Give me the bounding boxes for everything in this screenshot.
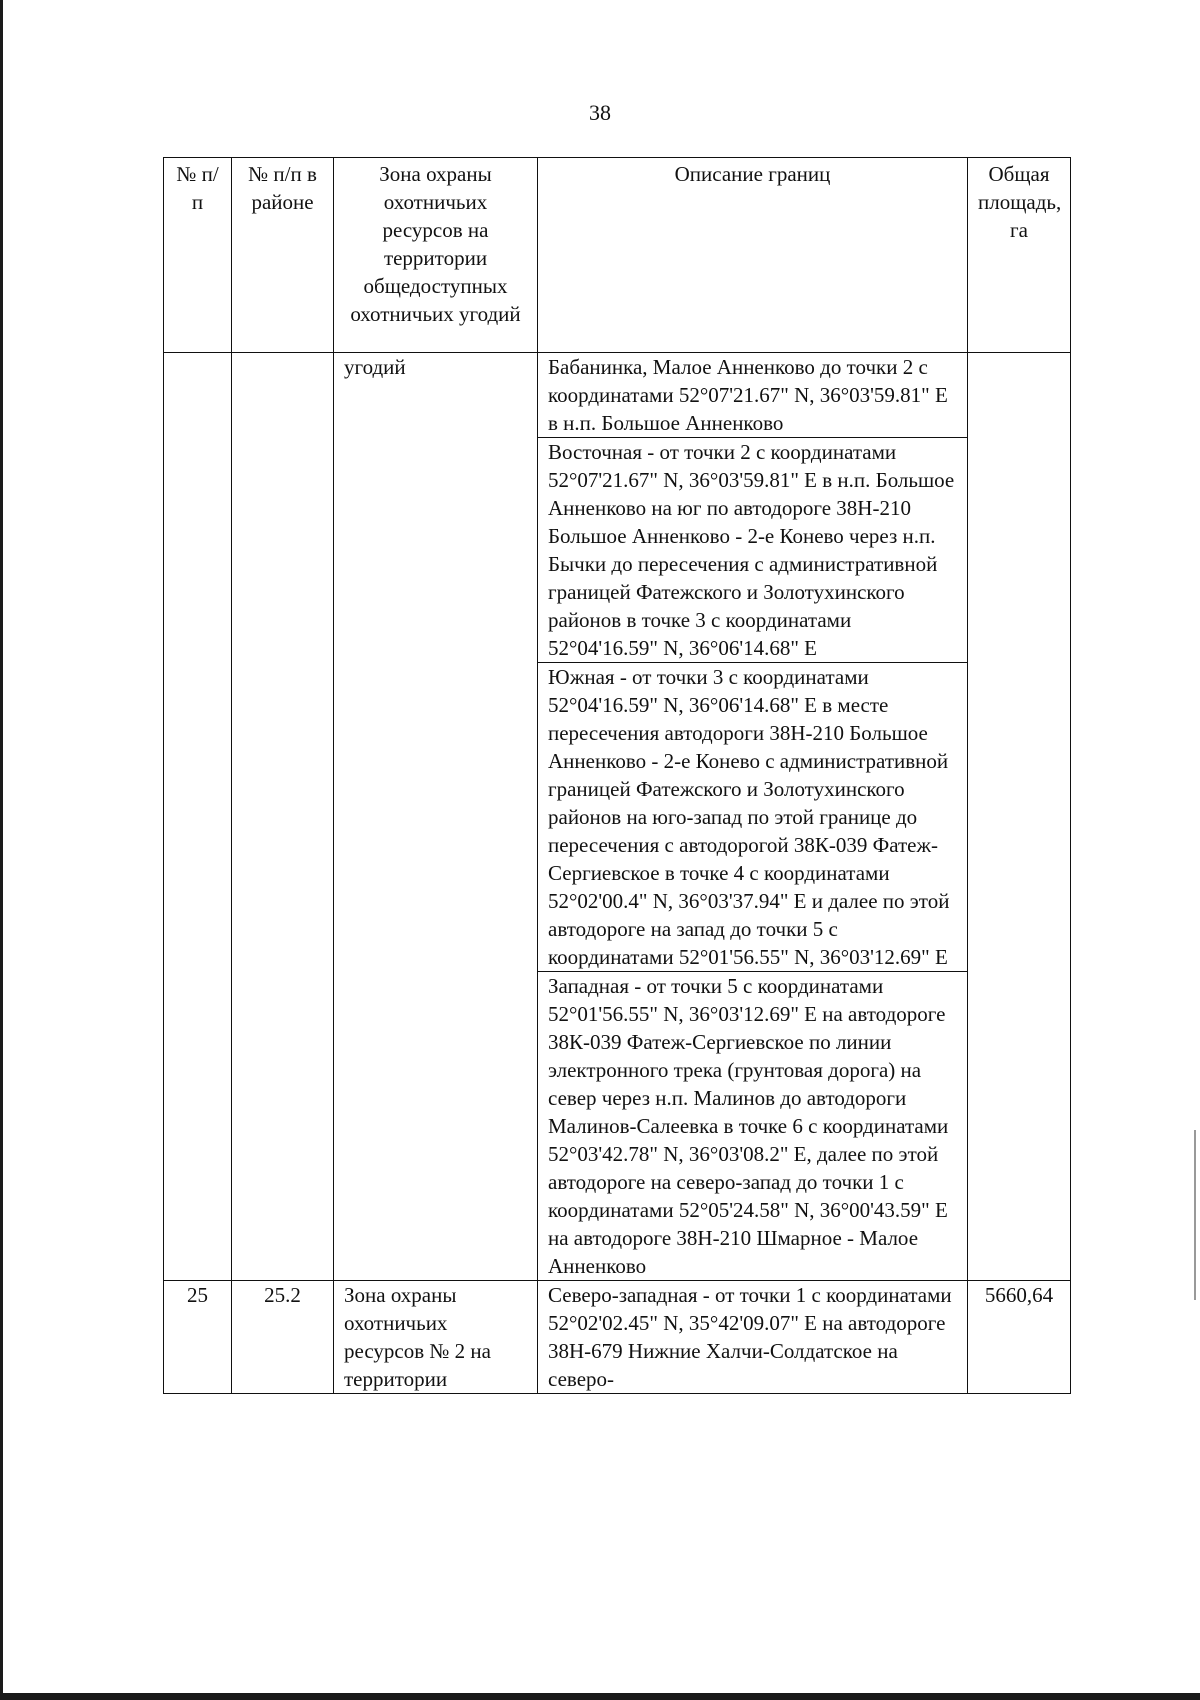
boundaries-table	[163, 157, 1071, 1394]
cell-zone: угодий	[334, 353, 538, 1281]
table-row	[164, 1281, 1071, 1394]
boundary-west: Западная - от точки 5 с координатами 52°01'56.55" N, 36°03'12.69" E на автодороге 38К-039 Фатеж-Сергиевское по линии электронного трека (грунтовая дорога) на север через н.п. Малинов до автодороги Малинов-Салеевка в точке 6 с координатами 52°03'42.78" N, 36°03'08.2" E, далее по этой автодороге на северо-запад до точки 1 с координатами 52°05'24.58" N, 36°00'43.59" E на автодороге 38Н-210 Шмарное - Малое Анненково	[548, 974, 949, 1278]
boundary-north-end: Бабанинка, Малое Анненково до точки 2 с координатами 52°07'21.67" N, 36°03'59.81" E в н.п. Большое Анненково	[538, 353, 967, 438]
cell-description	[538, 353, 968, 1281]
page-number: 38	[589, 100, 611, 125]
boundary-east: Восточная - от точки 2 с координатами 52°07'21.67" N, 36°03'59.81" E в н.п. Большое Анненково на юг по автодороге 38Н-210 Большое Анненково - 2-е Конево через н.п. Бычки до пересечения с административной границей Фатежского и Золотухинского районов в точке 3 с координатами 52°04'16.59" N, 36°06'14.68" E	[538, 438, 967, 663]
scan-edge	[0, 0, 3, 1700]
table-row	[164, 353, 1071, 1281]
scan-mark	[1194, 1130, 1196, 1300]
cell-description: Северо-западная - от точки 1 с координатами 52°02'02.45" N, 35°42'09.07" E на автодороге 38Н-679 Нижние Халчи-Солдатское на северо-	[538, 1281, 968, 1394]
header-number: № п/п	[164, 158, 232, 353]
boundary-south: Южная - от точки 3 с координатами 52°04'16.59" N, 36°06'14.68" E в месте пересечения автодороги 38Н-210 Большое Анненково - 2-е Конево с административной границей Фатежского и Золотухинского районов на юго-запад по этой границе до пересечения с автодорогой 38К-039 Фатеж-Сергиевское в точке 4 с координатами 52°02'00.4" N, 36°03'37.94" E и далее по этой автодороге на запад до точки 5 с координатами 52°01'56.55" N, 36°03'12.69" E	[538, 663, 967, 972]
cell-number: 25	[164, 1281, 232, 1394]
header-zone: Зона охраны охотничьих ресурсов на территории общедоступных охотничьих угодий	[334, 158, 538, 353]
cell-zone: Зона охраны охотничьих ресурсов № 2 на территории	[334, 1281, 538, 1394]
scan-bottom-edge	[0, 1693, 1200, 1700]
table-header-row	[164, 158, 1071, 353]
cell-area	[968, 353, 1071, 1281]
header-description: Описание границ	[538, 158, 968, 353]
cell-district-number: 25.2	[232, 1281, 334, 1394]
header-area: Общая площадь, га	[968, 158, 1071, 353]
cell-area: 5660,64	[968, 1281, 1071, 1394]
cell-district-number	[232, 353, 334, 1281]
cell-number	[164, 353, 232, 1281]
header-district-number: № п/п в районе	[232, 158, 334, 353]
boundaries-table-container	[163, 157, 1070, 1394]
